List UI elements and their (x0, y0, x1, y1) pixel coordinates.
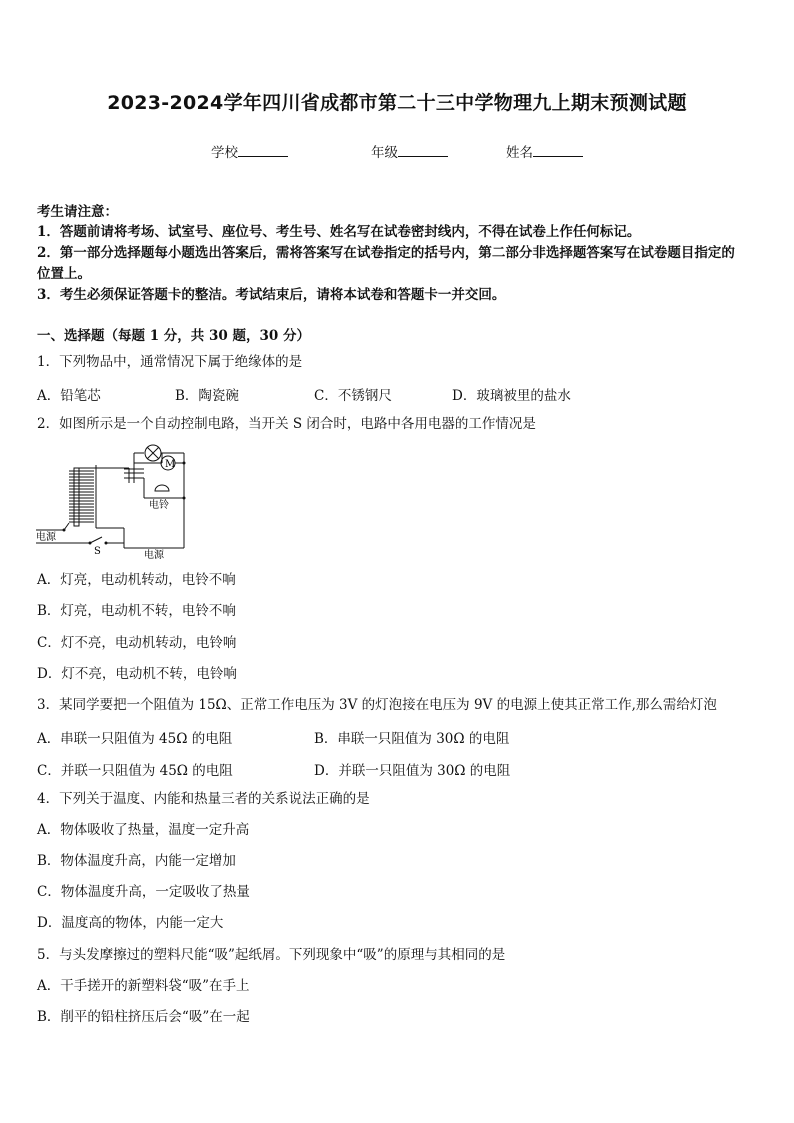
q1-stem: 1．下列物品中，通常情况下属于绝缘体的是 (37, 354, 303, 370)
q4-option-d: D．温度高的物体，内能一定大 (37, 915, 224, 931)
bell-label: 电铃 (149, 500, 169, 511)
coil (69, 471, 94, 522)
bell (155, 485, 169, 491)
notice-item-2: 2．第一部分选择题每小题选出答案后，需将答案写在试卷指定的括号内，第二部分非选择题答案写在试卷题目指定的 (37, 245, 735, 261)
notice-item-1: 1．答题前请将考场、试室号、座位号、考生号、姓名写在试卷密封线内，不得在试卷上作任何标记。 (37, 224, 641, 240)
name-label: 姓名 (506, 145, 533, 161)
motor-label: M (165, 459, 176, 470)
notice-heading: 考生请注意： (37, 204, 118, 220)
source-bottom-label: 电源 (144, 550, 164, 560)
school-blank (238, 144, 288, 157)
name-blank (533, 144, 583, 157)
q4-option-b: B．物体温度升高，内能一定增加 (37, 853, 236, 869)
school-field (211, 141, 288, 161)
q4-stem: 4．下列关于温度、内能和热量三者的关系说法正确的是 (37, 791, 370, 807)
notice-item-2-cont: 位置上。 (37, 266, 91, 282)
grade-label: 年级 (371, 145, 398, 161)
grade-blank (398, 144, 448, 157)
q3-stem: 3．某同学要把一个阻值为 15Ω、正常工作电压为 3V 的灯泡接在电压为 9V 的电源上使其正常工作,那么需给灯泡 (37, 697, 717, 713)
q3-option-b: B．串联一只阻值为 30Ω 的电阻 (314, 731, 510, 747)
source-left-label: 电源 (36, 532, 56, 543)
q2-option-d: D．灯不亮，电动机不转，电铃响 (37, 666, 237, 682)
q5-stem: 5．与头发摩擦过的塑料尺能“吸”起纸屑。下列现象中“吸”的原理与其相同的是 (37, 947, 506, 963)
q1-option-b: B．陶瓷碗 (175, 388, 239, 404)
name-field (506, 141, 583, 161)
q3-option-a: A．串联一只阻值为 45Ω 的电阻 (37, 731, 233, 747)
q2-option-a: A．灯亮，电动机转动，电铃不响 (37, 572, 236, 588)
page-title: 2023-2024学年四川省成都市第二十三中学物理九上期末预测试题 (107, 92, 687, 114)
q2-option-b: B．灯亮，电动机不转，电铃不响 (37, 603, 236, 619)
q3-option-d: D．并联一只阻值为 30Ω 的电阻 (314, 763, 511, 779)
school-label: 学校 (211, 145, 238, 161)
q1-option-a: A．铅笔芯 (37, 388, 101, 404)
q2-stem: 2．如图所示是一个自动控制电路，当开关 S 闭合时，电路中各用电器的工作情况是 (37, 416, 536, 432)
grade-field (371, 141, 448, 161)
q5-option-b: B．削平的铅柱挤压后会“吸”在一起 (37, 1009, 250, 1025)
q2-circuit-figure (34, 443, 194, 560)
section-heading: 一、选择题（每题 1 分，共 30 题，30 分） (37, 328, 310, 344)
notice-item-3: 3．考生必须保证答题卡的整洁。考试结束后，请将本试卷和答题卡一并交回。 (37, 287, 506, 303)
q1-option-d: D．玻璃被里的盐水 (452, 388, 571, 404)
q2-option-c: C．灯不亮，电动机转动，电铃响 (37, 635, 237, 651)
q4-option-c: C．物体温度升高，一定吸收了热量 (37, 884, 250, 900)
switch-label: S (94, 546, 101, 557)
q3-option-c: C．并联一只阻值为 45Ω 的电阻 (37, 763, 233, 779)
q1-option-c: C．不锈钢尺 (314, 388, 392, 404)
q5-option-a: A．干手搓开的新塑料袋“吸”在手上 (37, 978, 250, 994)
q4-option-a: A．物体吸收了热量，温度一定升高 (37, 822, 250, 838)
